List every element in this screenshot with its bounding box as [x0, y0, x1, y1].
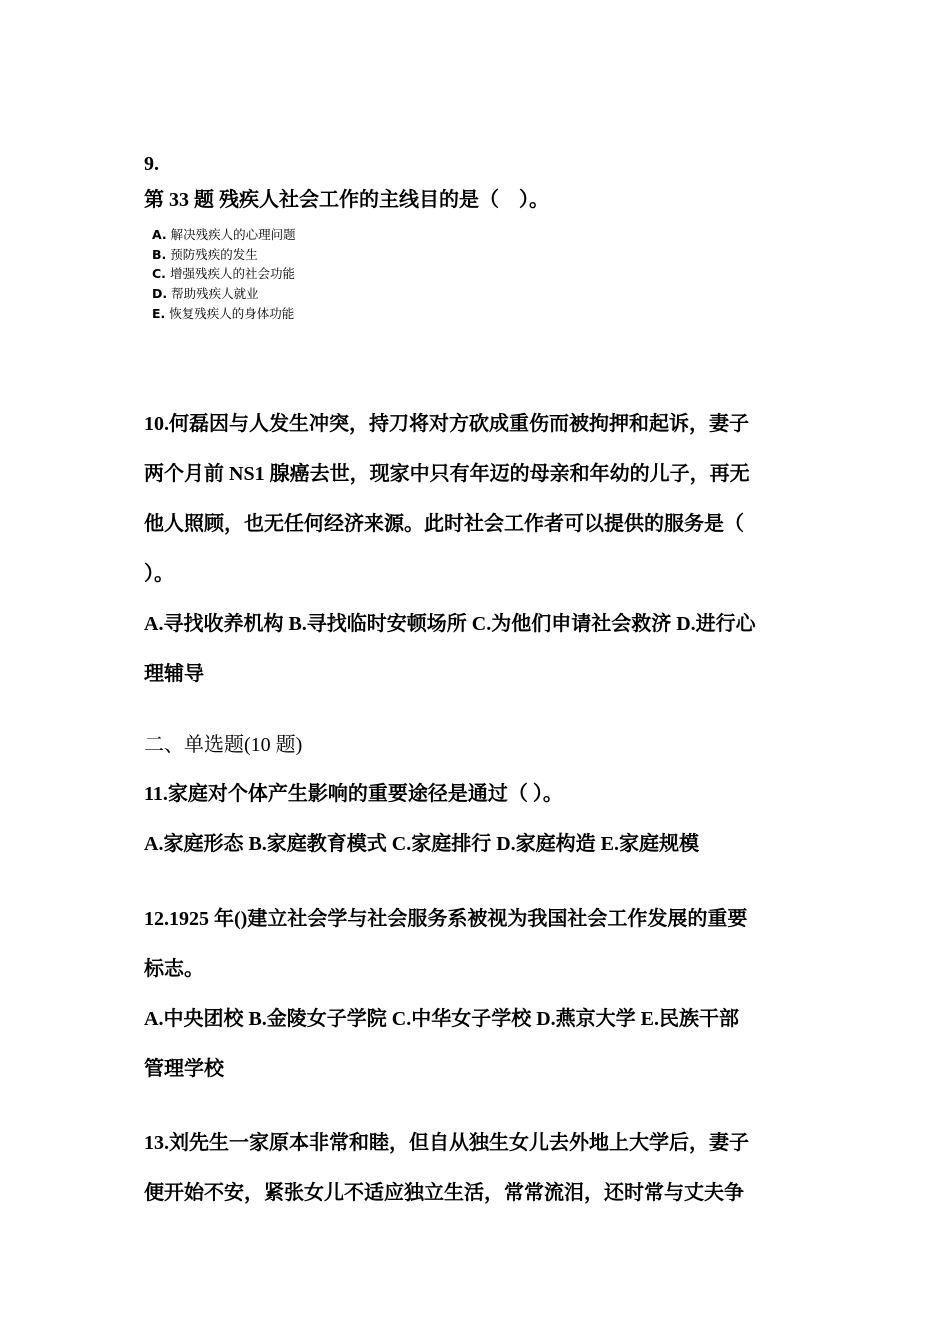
- question-9-option-b: [152, 247, 258, 263]
- section-title: 二、单选题(10 题): [144, 734, 303, 756]
- option-text: 解决残疾人的心理问题: [170, 227, 296, 242]
- question-12-line-1: 12.1925 年()建立社会学与社会服务系被视为我国社会工作发展的重要: [144, 908, 748, 930]
- question-9-number: 9.: [144, 153, 159, 175]
- question-12-options-line-2: 管理学校: [144, 1058, 224, 1080]
- option-letter: E.: [152, 306, 166, 321]
- question-10-options-line-1: A.寻找收养机构 B.寻找临时安顿场所 C.为他们申请社会救济 D.进行心: [144, 613, 756, 635]
- question-10-options-line-2: 理辅导: [144, 663, 204, 685]
- question-10-line-1: 10.何磊因与人发生冲突，持刀将对方砍成重伤而被拘押和起诉，妻子: [144, 413, 749, 435]
- option-text: 恢复残疾人的身体功能: [169, 306, 295, 321]
- question-12-options-line-1: A.中央团校 B.金陵女子学院 C.中华女子学校 D.燕京大学 E.民族干部: [144, 1008, 740, 1030]
- question-9-option-c: [152, 266, 295, 282]
- question-13-line-2: 便开始不安，紧张女儿不适应独立生活，常常流泪，还时常与丈夫争: [144, 1182, 744, 1204]
- question-11-text: 11.家庭对个体产生影响的重要途径是通过（ ）。: [144, 783, 563, 805]
- option-letter: D.: [152, 286, 168, 301]
- option-letter: C.: [152, 266, 166, 281]
- question-9-option-e: [152, 306, 294, 322]
- option-letter: B.: [152, 247, 167, 262]
- question-9-option-d: [152, 286, 259, 302]
- option-text: 增强残疾人的社会功能: [169, 266, 295, 281]
- question-9-title: 第 33 题 残疾人社会工作的主线目的是（ ）。: [144, 189, 549, 211]
- question-10-line-3: 他人照顾，也无任何经济来源。此时社会工作者可以提供的服务是（: [144, 513, 744, 535]
- question-11-options: A.家庭形态 B.家庭教育模式 C.家庭排行 D.家庭构造 E.家庭规模: [144, 833, 700, 855]
- question-9-option-a: [152, 227, 296, 243]
- question-10-line-2: 两个月前 NS1 腺癌去世，现家中只有年迈的母亲和年幼的儿子，再无: [144, 463, 750, 485]
- question-12-line-2: 标志。: [144, 958, 204, 980]
- option-text: 帮助残疾人就业: [171, 286, 259, 301]
- question-10-line-4: ）。: [144, 563, 174, 585]
- option-letter: A.: [152, 227, 167, 242]
- question-13-line-1: 13.刘先生一家原本非常和睦，但自从独生女儿去外地上大学后，妻子: [144, 1132, 749, 1154]
- option-text: 预防残疾的发生: [170, 247, 258, 262]
